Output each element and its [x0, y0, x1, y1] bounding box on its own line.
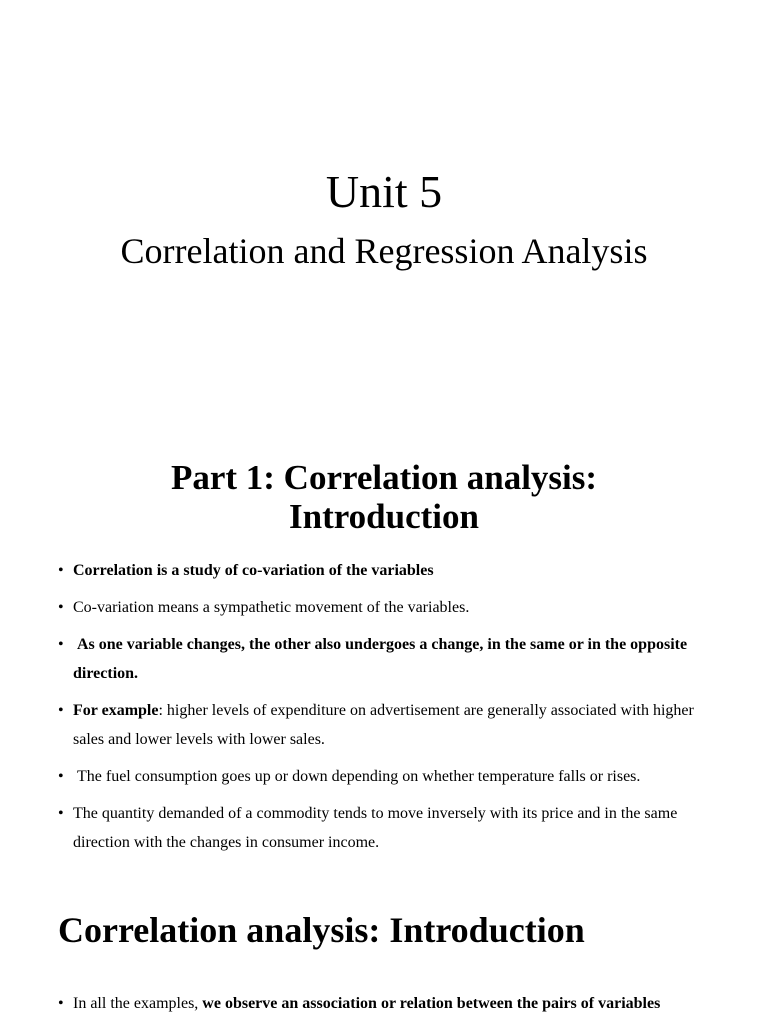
bullet-emphasis: For example [73, 702, 159, 719]
bullet-text: As one variable changes, the other also undergoes a change, in the same or in the opposite direction. [73, 636, 692, 682]
section-title: Correlation analysis: Introduction [58, 910, 585, 950]
bullet-text: The quantity demanded of a commodity tends to move inversely with its price and in the same direction with the changes in consumer income. [73, 805, 678, 851]
bullet-text: : higher levels of expenditure on advertisement are generally associated with higher sales and lower levels with lower sales. [73, 702, 694, 748]
bullet-item [58, 556, 708, 585]
unit-subtitle: Correlation and Regression Analysis [120, 231, 648, 271]
part-title: Part 1: Correlation analysis: Introduction [170, 458, 598, 536]
bullet-item [58, 799, 708, 857]
bullet-emphasis: we observe an association or relation between the pairs of variables [202, 995, 661, 1012]
bullet-text: Correlation is a study of co-variation of the variables [73, 562, 434, 579]
bullet-item [58, 593, 708, 622]
intro-bullet-list [58, 556, 708, 865]
bullet-text: Co-variation means a sympathetic movement of the variables. [73, 599, 470, 616]
bullet-item [58, 989, 708, 1018]
unit-title: Unit 5 [325, 166, 443, 217]
bullet-text: The fuel consumption goes up or down depending on whether temperature falls or rises. [73, 768, 641, 785]
section-bullet-list [58, 989, 708, 1026]
bullet-item [58, 630, 708, 688]
bullet-item [58, 762, 708, 791]
bullet-text: In all the examples, [73, 995, 203, 1012]
bullet-item [58, 696, 708, 754]
